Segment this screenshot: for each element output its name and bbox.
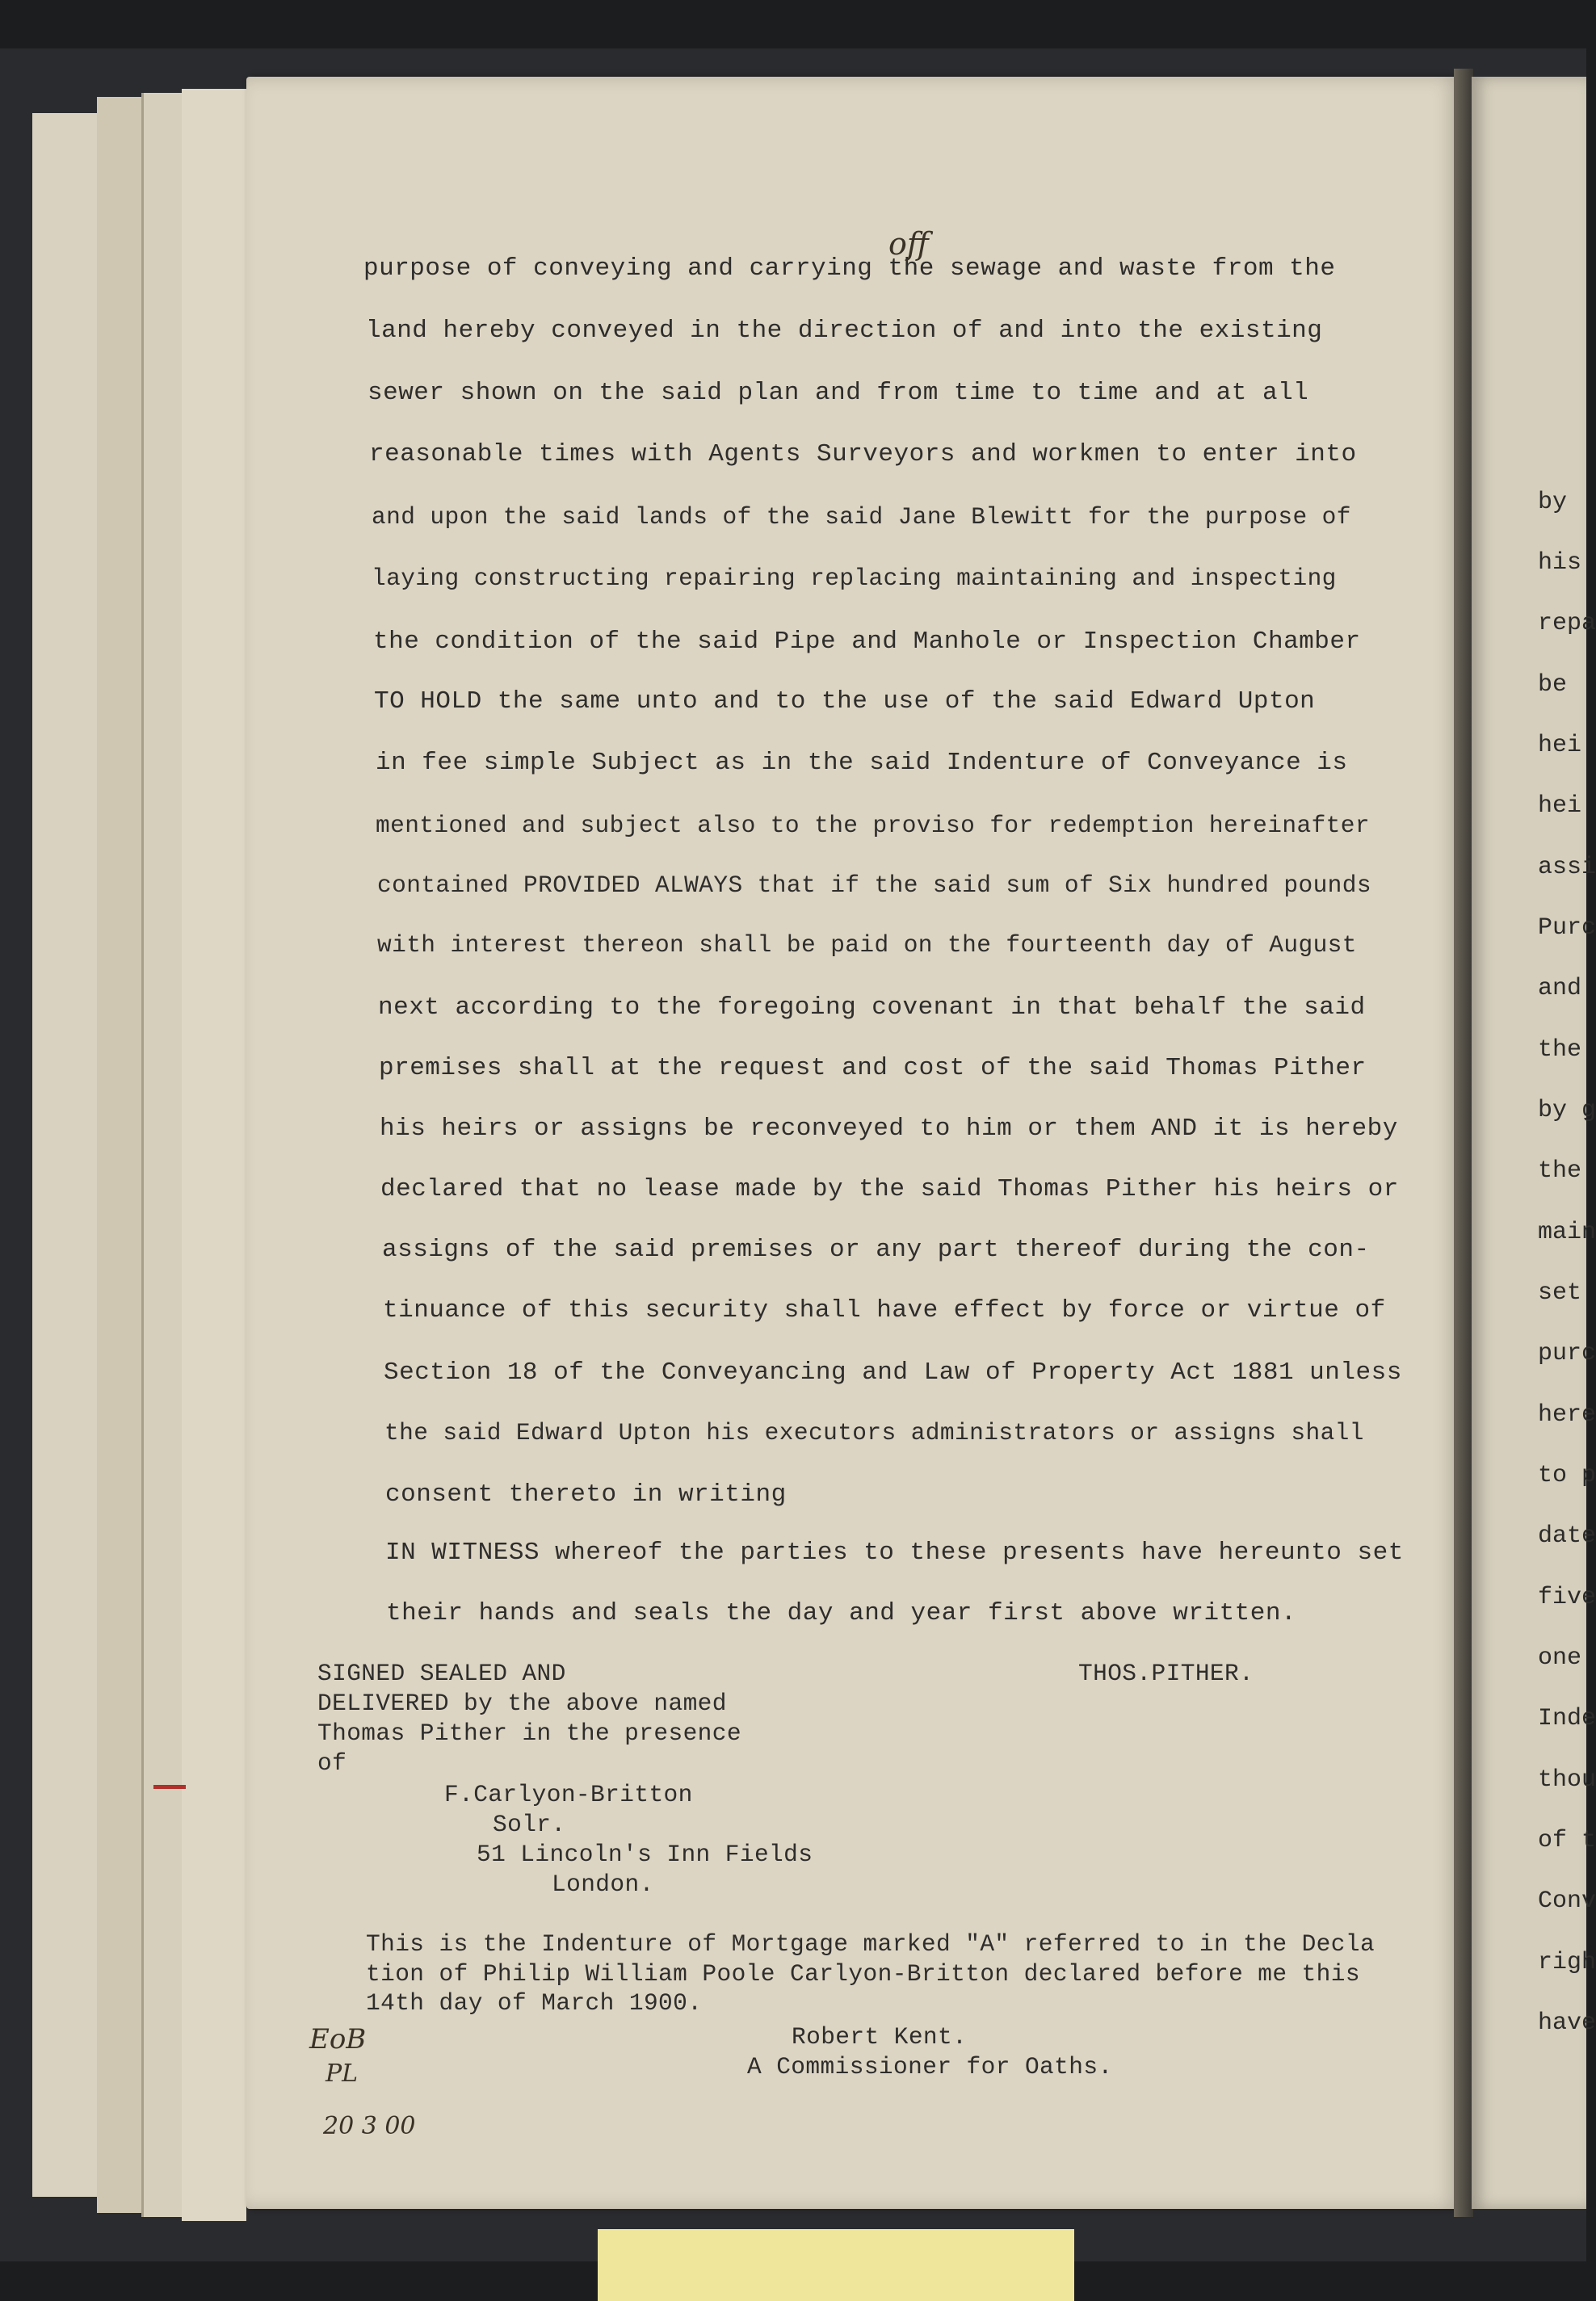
- witness-address-line-2: London.: [552, 1871, 654, 1898]
- page-edge: [182, 89, 246, 2221]
- body-line-22: IN WITNESS whereof the parties to these presents have hereunto set: [385, 1539, 1404, 1567]
- facing-fragment: Conv: [1538, 1887, 1596, 1915]
- facing-fragment: by g: [1538, 1097, 1596, 1124]
- body-line-6: laying constructing repairing replacing maintaining and inspecting: [372, 565, 1337, 592]
- body-line-3: sewer shown on the said plan and from time to time and at all: [368, 379, 1309, 407]
- facing-fragment: and: [1538, 975, 1582, 1002]
- facing-fragment: main: [1538, 1219, 1596, 1246]
- document-page: [246, 77, 1458, 2209]
- facing-fragment: by: [1538, 489, 1568, 516]
- witness-name: F.Carlyon-Britton: [444, 1781, 693, 1808]
- body-line-20: the said Edward Upton his executors administrators or assigns shall: [384, 1419, 1364, 1447]
- body-line-19: Section 18 of the Conveyancing and Law of Property Act 1881 unless: [384, 1358, 1402, 1387]
- handwritten-insertion: off: [888, 226, 929, 262]
- body-line-10: mentioned and subject also to the proviso for redemption hereinafter: [376, 812, 1370, 839]
- facing-fragment: one: [1538, 1644, 1582, 1672]
- red-tab-mark: [153, 1785, 186, 1789]
- facing-fragment: be: [1538, 671, 1568, 699]
- body-line-16: declared that no lease made by the said Thomas Pither his heirs or: [380, 1175, 1399, 1203]
- facing-fragment: hei: [1538, 732, 1582, 759]
- body-line-18: tinuance of this security shall have effect by force or virtue of: [383, 1296, 1386, 1325]
- declaration-line-2: tion of Philip William Poole Carlyon-Britton declared before me this: [366, 1960, 1360, 1988]
- facing-fragment: assi: [1538, 854, 1596, 881]
- facing-fragment: of t: [1538, 1827, 1596, 1854]
- facing-fragment: repa: [1538, 610, 1596, 637]
- body-line-1: purpose of conveying and carrying the sewage and waste from the: [363, 254, 1336, 283]
- commissioner-title: A Commissioner for Oaths.: [747, 2053, 1113, 2081]
- attestation-line-4: of: [317, 1749, 347, 1777]
- facing-fragment: his: [1538, 549, 1582, 577]
- facing-fragment: hei: [1538, 792, 1582, 820]
- body-line-13: next according to the foregoing covenant in that behalf the said: [378, 993, 1366, 1022]
- facing-fragment: righ: [1538, 1949, 1596, 1976]
- body-line-15: his heirs or assigns be reconveyed to him or them AND it is hereby: [380, 1115, 1398, 1143]
- handwritten-date: 20 3 00: [323, 2112, 416, 2140]
- witness-address-line-1: 51 Lincoln's Inn Fields: [477, 1841, 813, 1868]
- facing-fragment: the: [1538, 1036, 1582, 1064]
- facing-fragment: to p: [1538, 1462, 1596, 1489]
- declaration-line-1: This is the Indenture of Mortgage marked "A" referred to in the Decla: [366, 1930, 1376, 1958]
- facing-fragment: Purc: [1538, 914, 1596, 942]
- book-gutter: [1454, 69, 1473, 2217]
- facing-fragment: have: [1538, 2009, 1596, 2037]
- body-line-14: premises shall at the request and cost of the said Thomas Pither: [379, 1054, 1367, 1082]
- facing-page: [1472, 77, 1596, 2209]
- witness-title: Solr.: [493, 1811, 566, 1838]
- facing-fragment: the: [1538, 1157, 1582, 1185]
- body-line-12: with interest thereon shall be paid on the fourteenth day of August: [377, 931, 1357, 959]
- body-line-21: consent thereto in writing: [385, 1480, 787, 1509]
- body-line-8: TO HOLD the same unto and to the use of the said Edward Upton: [374, 687, 1316, 716]
- handwritten-initials-2: PL: [326, 2060, 359, 2088]
- body-line-4: reasonable times with Agents Surveyors and workmen to enter into: [369, 440, 1357, 468]
- body-line-23: their hands and seals the day and year first above written.: [386, 1599, 1297, 1627]
- commissioner-name: Robert Kent.: [792, 2023, 968, 2051]
- facing-fragment: date: [1538, 1522, 1596, 1550]
- body-line-5: and upon the said lands of the said Jane Blewitt for the purpose of: [372, 503, 1351, 531]
- body-line-11: contained PROVIDED ALWAYS that if the said sum of Six hundred pounds: [377, 871, 1371, 899]
- body-line-17: assigns of the said premises or any part thereof during the con-: [382, 1236, 1370, 1264]
- attestation-line-2: DELIVERED by the above named: [317, 1690, 727, 1717]
- handwritten-initials-1: EoB: [309, 2023, 367, 2055]
- body-line-9: in fee simple Subject as in the said Indenture of Conveyance is: [376, 749, 1348, 777]
- attestation-line-1: SIGNED SEALED AND: [317, 1660, 566, 1687]
- facing-fragment: five: [1538, 1584, 1596, 1611]
- signatory-name: THOS.PITHER.: [1078, 1660, 1254, 1687]
- facing-fragment: Inde: [1538, 1705, 1596, 1732]
- sticky-note: [598, 2229, 1074, 2301]
- body-line-2: land hereby conveyed in the direction of and into the existing: [366, 317, 1323, 345]
- body-line-7: the condition of the said Pipe and Manhole or Inspection Chamber: [373, 628, 1361, 656]
- facing-fragment: here: [1538, 1401, 1596, 1429]
- attestation-line-3: Thomas Pither in the presence: [317, 1719, 741, 1747]
- facing-fragment: set: [1538, 1279, 1582, 1307]
- declaration-line-3: 14th day of March 1900.: [366, 1989, 703, 2017]
- facing-fragment: thou: [1538, 1766, 1596, 1794]
- facing-fragment: purc: [1538, 1340, 1596, 1367]
